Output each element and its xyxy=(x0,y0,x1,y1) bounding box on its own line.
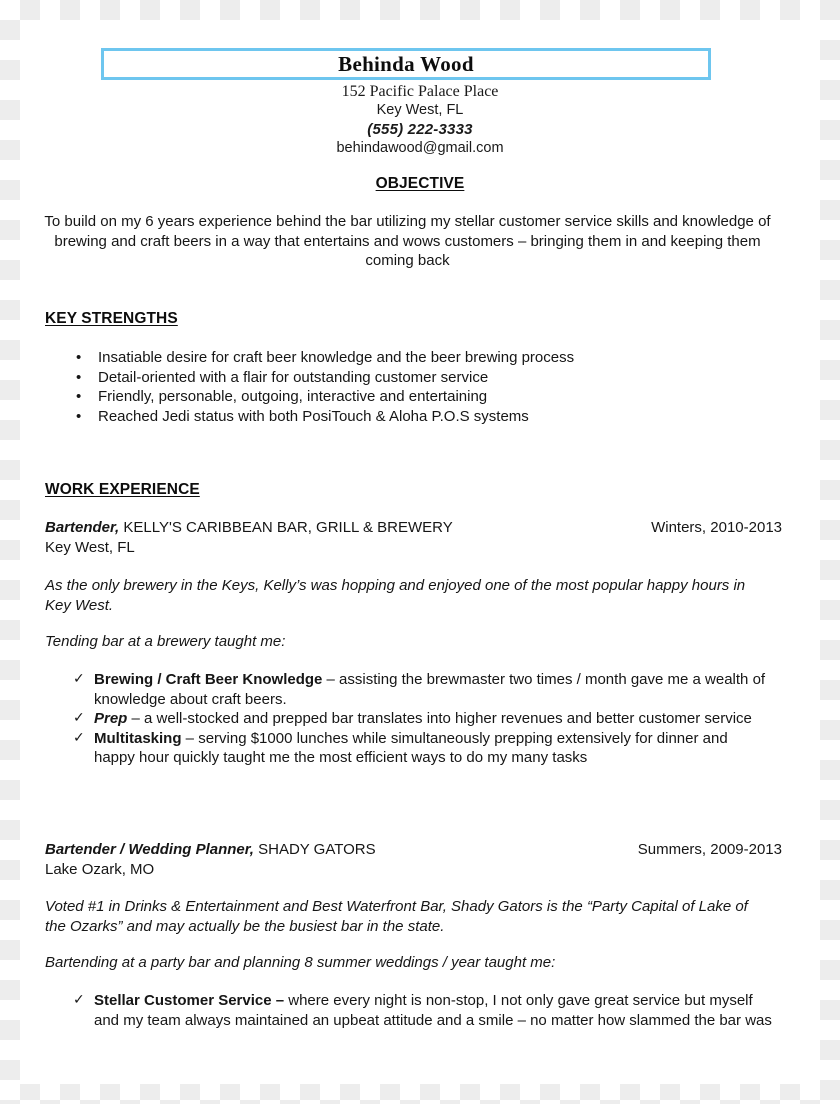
achievement-text: where every night is non-stop, I not only gave great service but myself and my team always maintained an upbeat attitude and a smile – no matter how slammed the bar was xyxy=(94,992,772,1029)
list-item xyxy=(45,348,745,368)
achievement-label: Multitasking xyxy=(94,729,182,747)
achievement-label: Stellar Customer Service – xyxy=(94,992,285,1009)
objective-text: To build on my 6 years experience behind the bar utilizing my stellar customer service skills and knowledge of brewing and craft beers in a way that entertains and wows customers – bringing them in and keeping them coming back xyxy=(44,213,771,269)
achievement-text: – serving $1000 lunches while simultaneously prepping extensively for dinner and happy hour quickly taught me the most efficient ways to do my many tasks xyxy=(94,729,728,766)
list-item-text: Insatiable desire for craft beer knowledge and the beer brewing process xyxy=(98,349,575,366)
objective-section-heading xyxy=(20,175,820,193)
achievement-label: Prep xyxy=(94,710,128,727)
job-achievement-items xyxy=(45,991,775,1030)
list-item-text: Detail-oriented with a flair for outstanding customer service xyxy=(98,368,489,386)
job-description-text: As the only brewery in the Keys, Kelly’s was hopping and enjoyed one of the most popular happy hours in Key West. xyxy=(45,577,746,614)
bullet-icon: • xyxy=(76,368,82,386)
contact-phone: (555) 222-3333 xyxy=(367,121,473,138)
resume-page xyxy=(20,20,820,1084)
job-role: Bartender, xyxy=(45,519,120,536)
bullet-icon: • xyxy=(76,388,82,405)
list-item xyxy=(45,729,770,768)
job-header xyxy=(45,518,800,538)
key-strengths-list xyxy=(45,348,745,426)
objective-heading-text: OBJECTIVE xyxy=(375,175,465,192)
job-dates: Winters, 2010-2013 xyxy=(651,519,782,536)
job-role: Bartender / Wedding Planner, xyxy=(45,841,254,858)
job-achievements-list xyxy=(45,670,770,768)
contact-block xyxy=(20,82,820,158)
job-title-line xyxy=(45,840,376,860)
job-lead-in: Bartending at a party bar and planning 8 summer weddings / year taught me: xyxy=(45,954,556,971)
list-item-text: Reached Jedi status with both PosiTouch & Aloha P.O.S systems xyxy=(98,407,529,425)
check-icon: ✓ xyxy=(73,671,85,687)
job-description-text: Voted #1 in Drinks & Entertainment and Best Waterfront Bar, Shady Gators is the “Party Capital of Lake of the Ozarks” and may actually be the busiest bar in the state. xyxy=(45,898,748,935)
bullet-icon: • xyxy=(76,349,82,366)
list-item xyxy=(45,991,775,1030)
list-item-text: Friendly, personable, outgoing, interactive and entertaining xyxy=(98,388,488,405)
bullet-icon: • xyxy=(76,407,82,425)
job-lead-in: Tending bar at a brewery taught me: xyxy=(45,633,286,650)
achievement-text: – assisting the brewmaster two times / month gave me a wealth of knowledge about craft beers. xyxy=(94,671,766,708)
job-description xyxy=(45,897,767,936)
contact-address: 152 Pacific Palace Place xyxy=(341,83,499,100)
list-item xyxy=(45,368,745,388)
job-location: Lake Ozark, MO xyxy=(45,861,155,878)
list-item xyxy=(45,709,770,729)
job-dates: Summers, 2009-2013 xyxy=(637,841,782,858)
contact-city-state: Key West, FL xyxy=(376,102,464,118)
work-experience-section-heading xyxy=(45,481,200,499)
job-employer: KELLY'S CARIBBEAN BAR, GRILL & BREWERY xyxy=(123,519,453,536)
job-achievements-list xyxy=(45,991,775,1030)
job-description xyxy=(45,576,760,615)
key-strengths-heading-text: KEY STRENGTHS xyxy=(45,310,178,327)
list-item xyxy=(45,407,745,427)
list-item xyxy=(45,670,770,709)
objective-section-body xyxy=(30,212,785,271)
achievement-label: Brewing / Craft Beer Knowledge xyxy=(94,671,323,688)
check-icon: ✓ xyxy=(73,729,85,746)
contact-email: behindawood@gmail.com xyxy=(336,140,504,156)
list-item xyxy=(45,387,745,407)
name-banner xyxy=(101,48,711,80)
check-icon: ✓ xyxy=(73,992,85,1008)
job-achievement-items xyxy=(45,670,770,768)
work-experience-heading-text: WORK EXPERIENCE xyxy=(45,481,200,498)
candidate-name: Behinda Wood xyxy=(338,51,474,76)
job-header xyxy=(45,840,800,860)
key-strengths-section-heading xyxy=(45,310,178,328)
job-location: Key West, FL xyxy=(45,539,135,556)
check-icon: ✓ xyxy=(73,710,85,726)
job-employer: SHADY GATORS xyxy=(258,841,376,858)
job-title-line xyxy=(45,518,453,538)
achievement-text: – a well-stocked and prepped bar translates into higher revenues and better customer service xyxy=(127,710,752,727)
key-strengths-items xyxy=(45,348,745,426)
